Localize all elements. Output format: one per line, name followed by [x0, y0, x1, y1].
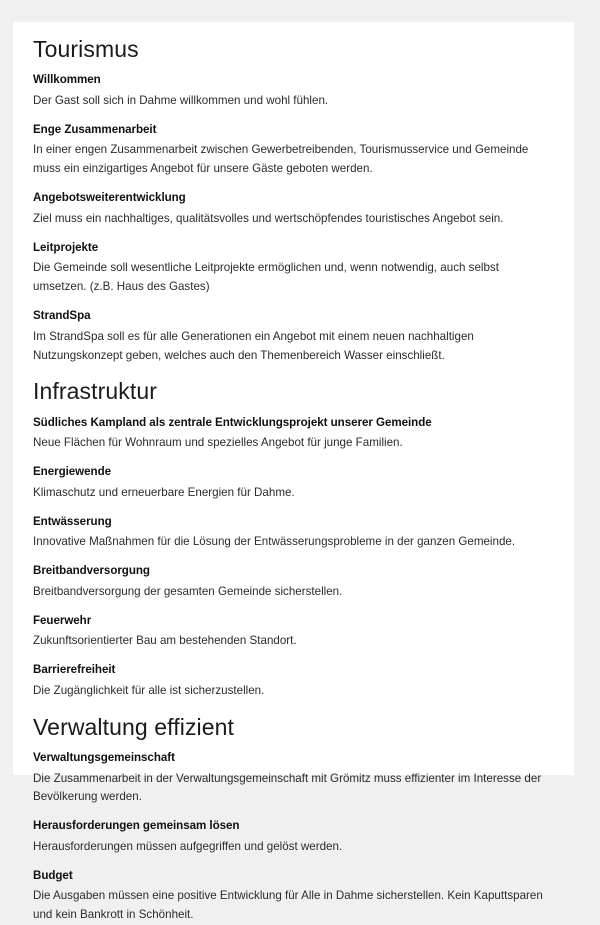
section-heading: Verwaltung effizient: [33, 713, 235, 740]
item-paragraph: Der Gast soll sich in Dahme willkommen und wohl fühlen.: [33, 93, 329, 107]
item-heading: Entwässerung: [33, 514, 112, 528]
section-verwaltung-effizient: [33, 714, 554, 925]
item-heading: Energiewende: [33, 465, 112, 479]
item-heading: StrandSpa: [33, 309, 91, 323]
item-heading: Verwaltungsgemeinschaft: [33, 750, 175, 764]
item-heading: Feuerwehr: [33, 613, 92, 627]
content-item: [33, 514, 554, 553]
content-item: [33, 308, 554, 365]
item-heading: Leitprojekte: [33, 240, 99, 254]
item-heading: Südliches Kampland als zentrale Entwicklungsprojekt unserer Gemeinde: [33, 415, 432, 429]
document-page: [13, 22, 574, 922]
item-heading: Barrierefreiheit: [33, 663, 116, 677]
section-heading: Tourismus: [33, 36, 139, 62]
content-item: [33, 122, 554, 179]
content-item: [33, 662, 554, 701]
item-paragraph: Im StrandSpa soll es für alle Generationen ein Angebot mit einem neuen nachhaltigen Nutzungskonzept geben, welches auch den Themenbereich Wasser einschließt.: [33, 329, 474, 362]
content-item: [33, 563, 554, 602]
item-heading: Angebotsweiterentwicklung: [33, 191, 186, 205]
content-item: [33, 72, 554, 111]
item-paragraph: Neue Flächen für Wohnraum und spezielles Angebot für junge Familien.: [33, 436, 403, 450]
item-heading: Willkommen: [33, 73, 101, 87]
content-item: [33, 415, 554, 454]
item-heading: Breitbandversorgung: [33, 564, 150, 578]
item-paragraph: Breitbandversorgung der gesamten Gemeinde sicherstellen.: [33, 584, 343, 598]
section-heading: Infrastruktur: [33, 378, 158, 405]
item-paragraph: Die Gemeinde soll wesentliche Leitprojekte ermöglichen und, wenn notwendig, auch selbst umsetzen. (z.B. Haus des Gastes): [33, 261, 499, 294]
item-paragraph: Die Ausgaben müssen eine positive Entwicklung für Alle in Dahme sicherstellen. Kein Kaputtsparen und kein Bankrott in Schönheit.: [33, 889, 543, 922]
item-paragraph: Herausforderungen müssen aufgegriffen und gelöst werden.: [33, 839, 343, 853]
content-item: [33, 240, 554, 297]
content-item: [33, 190, 554, 229]
item-paragraph: Innovative Maßnahmen für die Lösung der Entwässerungsprobleme in der ganzen Gemeinde.: [33, 535, 516, 549]
content-item: [33, 464, 554, 503]
item-paragraph: Klimaschutz und erneuerbare Energien für Dahme.: [33, 485, 295, 499]
content-item: [33, 750, 554, 807]
item-paragraph: Zukunftsorientierter Bau am bestehenden Standort.: [33, 634, 297, 648]
item-paragraph: Ziel muss ein nachhaltiges, qualitätsvolles und wertschöpfendes touristisches Angebot sein.: [33, 211, 504, 225]
document-content: [33, 36, 554, 925]
content-item: [33, 613, 554, 652]
item-heading: Herausforderungen gemeinsam lösen: [33, 819, 240, 833]
item-paragraph: Die Zusammenarbeit in der Verwaltungsgemeinschaft mit Grömitz muss effizienter im Interesse der Bevölkerung werden.: [33, 771, 542, 804]
item-heading: Budget: [33, 868, 73, 882]
section-tourismus: [33, 36, 554, 365]
item-heading: Enge Zusammenarbeit: [33, 122, 157, 136]
content-item: [33, 868, 554, 925]
section-infrastruktur: [33, 378, 554, 700]
item-paragraph: Die Zugänglichkeit für alle ist sicherzustellen.: [33, 683, 265, 697]
content-item: [33, 818, 554, 857]
item-paragraph: In einer engen Zusammenarbeit zwischen Gewerbetreibenden, Tourismusservice und Gemeinde muss ein einzigartiges Angebot für unsere Gäste geboten werden.: [33, 143, 529, 176]
